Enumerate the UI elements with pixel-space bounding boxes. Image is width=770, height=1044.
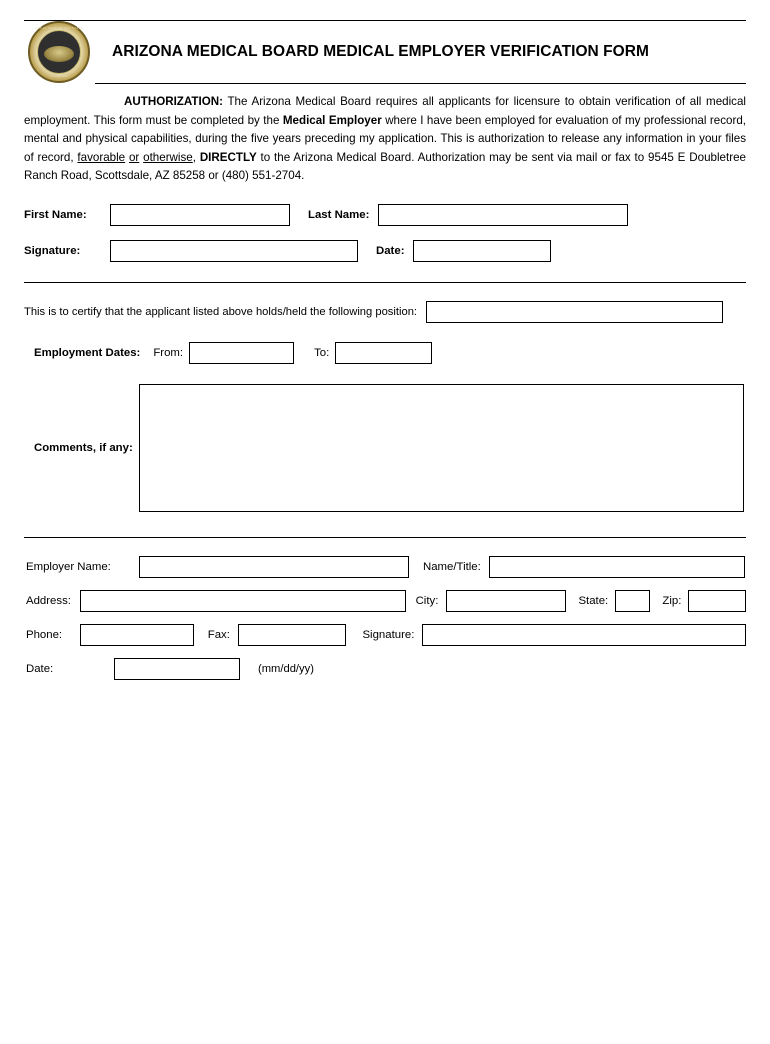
state-input[interactable] [615,590,650,612]
phone-label: Phone: [26,628,63,641]
from-date-input[interactable] [189,342,294,364]
employer-name-row [24,556,746,578]
applicant-date-label: Date: [376,244,405,257]
last-name-label: Last Name: [308,208,370,221]
title-divider [95,83,746,84]
phone-row [24,624,746,646]
employer-date-input[interactable] [114,658,240,680]
employment-dates-row [24,342,746,364]
address-input[interactable] [80,590,406,612]
authorization-underline-or: or [128,150,140,164]
phone-input[interactable] [80,624,193,646]
seal-inner [37,30,81,74]
from-label: From: [153,346,184,359]
employer-date-row [24,658,746,680]
city-label: City: [415,594,439,607]
city-input[interactable] [446,590,566,612]
comments-textarea[interactable] [139,384,744,512]
employer-signature-label: Signature: [362,628,415,641]
applicant-signature-row [24,240,746,262]
authorization-underline-otherwise: otherwise [143,150,193,164]
zip-label: Zip: [662,594,682,607]
last-name-input[interactable] [378,204,628,226]
employer-section [24,556,746,680]
name-title-label: Name/Title: [423,560,481,573]
form-page [0,20,770,1044]
arizona-state-seal-icon [28,21,90,83]
page-title: ARIZONA MEDICAL BOARD MEDICAL EMPLOYER VERIFICATION FORM [112,43,649,60]
to-date-input[interactable] [335,342,432,364]
employer-date-label: Date: [26,662,54,675]
first-name-label: First Name: [24,208,87,221]
first-name-input[interactable] [110,204,290,226]
fax-input[interactable] [238,624,347,646]
to-label: To: [314,346,330,359]
employer-signature-input[interactable] [422,624,746,646]
comments-row [24,384,746,512]
certify-text: This is to certify that the applicant listed above holds/held the following position: [24,305,418,318]
authorization-underline-favorable: favorable [77,150,126,164]
seal-ring-bottom-text: OF ARIZONA [49,74,69,78]
authorization-label: AUTHORIZATION: [124,95,223,108]
zip-input[interactable] [688,590,746,612]
comments-label: Comments, if any: [34,441,133,454]
fax-label: Fax: [207,628,230,641]
section-divider-1 [24,282,746,283]
authorization-paragraph [24,93,746,186]
applicant-name-row [24,204,746,226]
authorization-text-3: where I have been employed for evaluation of my professional record, mental and physical capabilities, during the five years preceding my application. This is authorization to release any information in your files of record, [24,113,746,164]
authorization-bold-medical-employer: Medical Employer [282,113,382,127]
authorization-text-1: The Arizona Medical Board requires all applicants for licensure to obtain verification of all medical employment. This form must be completed by the [24,95,746,127]
employer-name-label: Employer Name: [26,560,111,573]
applicant-date-input[interactable] [413,240,551,262]
applicant-section [24,204,746,262]
position-row [24,301,746,323]
name-title-input[interactable] [489,556,745,578]
applicant-signature-label: Signature: [24,244,81,257]
position-section [24,301,746,512]
address-row [24,590,746,612]
employment-dates-label: Employment Dates: [34,346,141,359]
address-label: Address: [26,594,71,607]
employer-name-input[interactable] [139,556,409,578]
state-label: State: [578,594,609,607]
seal-ring-top-text: GREAT SEAL OF THE STATE [35,26,83,30]
position-input[interactable] [426,301,723,323]
applicant-signature-input[interactable] [110,240,358,262]
section-divider-2 [24,537,746,538]
form-header [24,21,746,83]
authorization-text-6: , [192,150,200,164]
authorization-bold-directly: DIRECTLY [199,150,257,164]
date-format-hint: (mm/dd/yy) [258,662,314,675]
authorization-text-7: to the Arizona Medical Board. Authorization may be sent via mail or fax to 9545 E Doubletree Ranch Road, Scottsdale, AZ 85258 or (480) 551-2704. [24,150,746,183]
